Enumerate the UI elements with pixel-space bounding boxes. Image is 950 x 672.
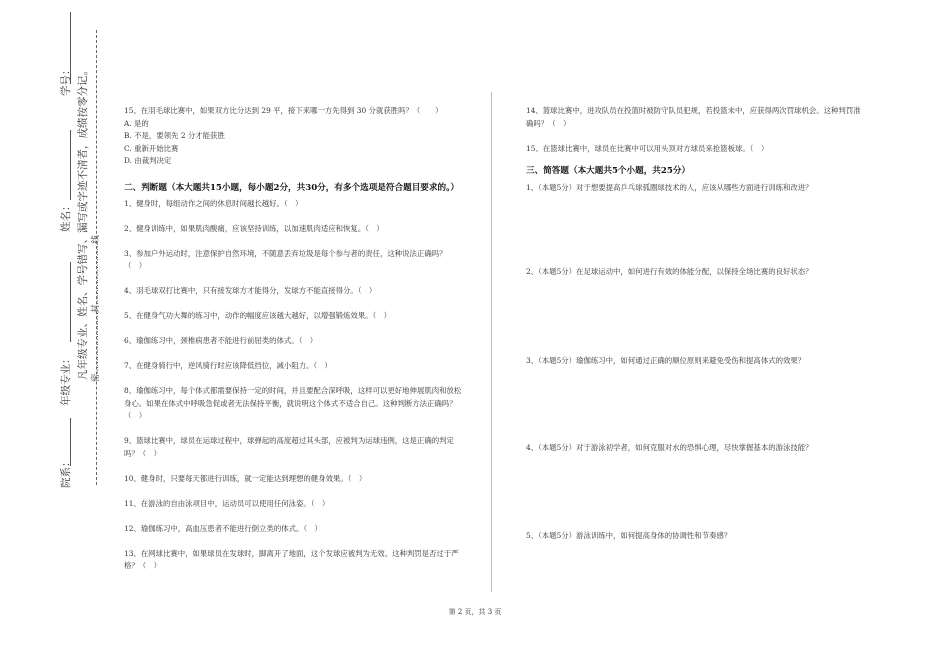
xuehao-label: 学号： [60, 64, 72, 96]
xingming-line [70, 130, 71, 200]
judge-9: 9、篮球比赛中，球员在运球过程中，球弹起的高度超过其头部，应被判为运球违例，这是正确的判定吗？（ ） [124, 436, 454, 458]
judge-12: 12、瑜伽练习中，高血压患者不能进行倒立类的体式。（ ） [124, 523, 322, 533]
judge-7: 7、在健身骑行中，逆风骑行时应该降低挡位，减小阻力。（ ） [124, 361, 332, 370]
page-footer: 第 2 页，共 3 页 [448, 608, 502, 616]
short-answer-3: 3、（本题5分）瑜伽练习中，如何通过正确的顺位原则来避免受伤和提高体式的效果？ [526, 356, 806, 365]
judge-8: 8、瑜伽练习中，每个体式都需要保持一定的时间，并且要配合深呼吸，这样可以更好地伸展肌肉和放松身心。如果在体式中呼吸急促或者无法保持平衡，就说明这个体式不适合自己。这种判断方法正确吗？（ ） [124, 386, 462, 420]
option-b: B. 不是，要领先 2 分才能获胜 [124, 131, 225, 140]
judge-2: 2、健身训练中，如果肌肉酸痛，应该坚持训练，以加速肌肉适应和恢复。（ ） [124, 223, 384, 233]
short-answer-4: 4、（本题5分）对于游泳初学者，如何克服对水的恐惧心理，尽快掌握基本的游泳技能？ [526, 443, 813, 452]
short-answer-2-block [526, 266, 866, 279]
section-2-heading: 二、判断题（本大题共15小题，每小题2分，共30分，有多个选项是符合题目要求的。） [124, 182, 459, 193]
judge-1: 1、健身时，每组动作之间的休息时间越长越好。（ ） [124, 198, 303, 208]
judge-3: 3、参加户外运动时，注意保护自然环境，不随意丢弃垃圾是每个参与者的责任，这种说法正确吗？（ ） [124, 248, 447, 270]
judge-6: 6、瑜伽练习中，颈椎病患者不能进行前屈类的体式。（ ） [124, 336, 318, 345]
short-answer-2: 2、（本题5分）在足球运动中，如何进行有效的体能分配，以保持全场比赛的良好状态？ [526, 267, 813, 276]
binding-notice: 凡年级专业、姓名、学号错写、漏写或字迹不清者，成绩按零分记。 [77, 65, 89, 380]
option-d: D. 由裁判决定 [124, 156, 172, 165]
short-answer-5-block [526, 530, 866, 543]
left-column [124, 105, 464, 573]
short-answer-3-block [526, 355, 866, 368]
option-a: A. 是的 [124, 118, 149, 128]
judge-4: 4、羽毛球双打比赛中，只有接发球方才能得分，发球方不能直接得分。（ ） [124, 286, 377, 295]
short-answer-4-block [526, 442, 866, 455]
nianji-line [70, 262, 71, 342]
seal-line-text: 密……………………封……………………线 [90, 235, 100, 382]
seal-dashed-line [96, 30, 97, 485]
short-answer-1: 1、（本题5分）对于想要提高乒乓球弧圈球技术的人，应该从哪些方面进行训练和改进？ [526, 183, 813, 192]
question-15: 15、在羽毛球比赛中，如果双方比分达到 29 平，接下来哪一方先得到 30 分就获胜吗？（ ） [124, 106, 443, 115]
yuanxi-line [70, 418, 71, 466]
option-c: C. 重新开始比赛 [124, 143, 179, 153]
judge-13: 13、在网球比赛中，如果球员在发球时，脚离开了地面，这个发球应被判为无效。这种判罚是否过于严格？（ ） [124, 548, 459, 570]
section-3-heading: 三、简答题（本大题共5个小题，共25分） [526, 166, 691, 176]
right-column-top [526, 105, 866, 195]
binding-margin [0, 0, 108, 672]
xuehao-line [70, 12, 71, 84]
judge-10: 10、健身时，只要每天都进行训练，就一定能达到理想的健身效果。（ ） [124, 473, 367, 483]
judge-14: 14、篮球比赛中，进攻队员在投篮时被防守队员犯规，若投篮未中，应获得两次罚球机会。这种判罚准确吗？（ ） [526, 106, 861, 128]
xingming-label: 姓名： [60, 200, 72, 232]
nianji-label: 年级专业： [60, 353, 72, 406]
judge-15: 15、在篮球比赛中，球员在比赛中可以用头顶对方球员来抢篮板球。（ ） [526, 143, 769, 153]
short-answer-5: 5、（本题5分）游泳训练中，如何提高身体的协调性和节奏感？ [526, 531, 732, 540]
column-divider [491, 92, 492, 592]
judge-11: 11、在游泳的自由泳项目中，运动员可以使用任何泳姿。（ ） [124, 498, 330, 508]
judge-5: 5、在健身气功大舞的练习中，动作的幅度应该越大越好，以增强锻炼效果。（ ） [124, 311, 392, 320]
yuanxi-label: 院系： [60, 456, 72, 488]
